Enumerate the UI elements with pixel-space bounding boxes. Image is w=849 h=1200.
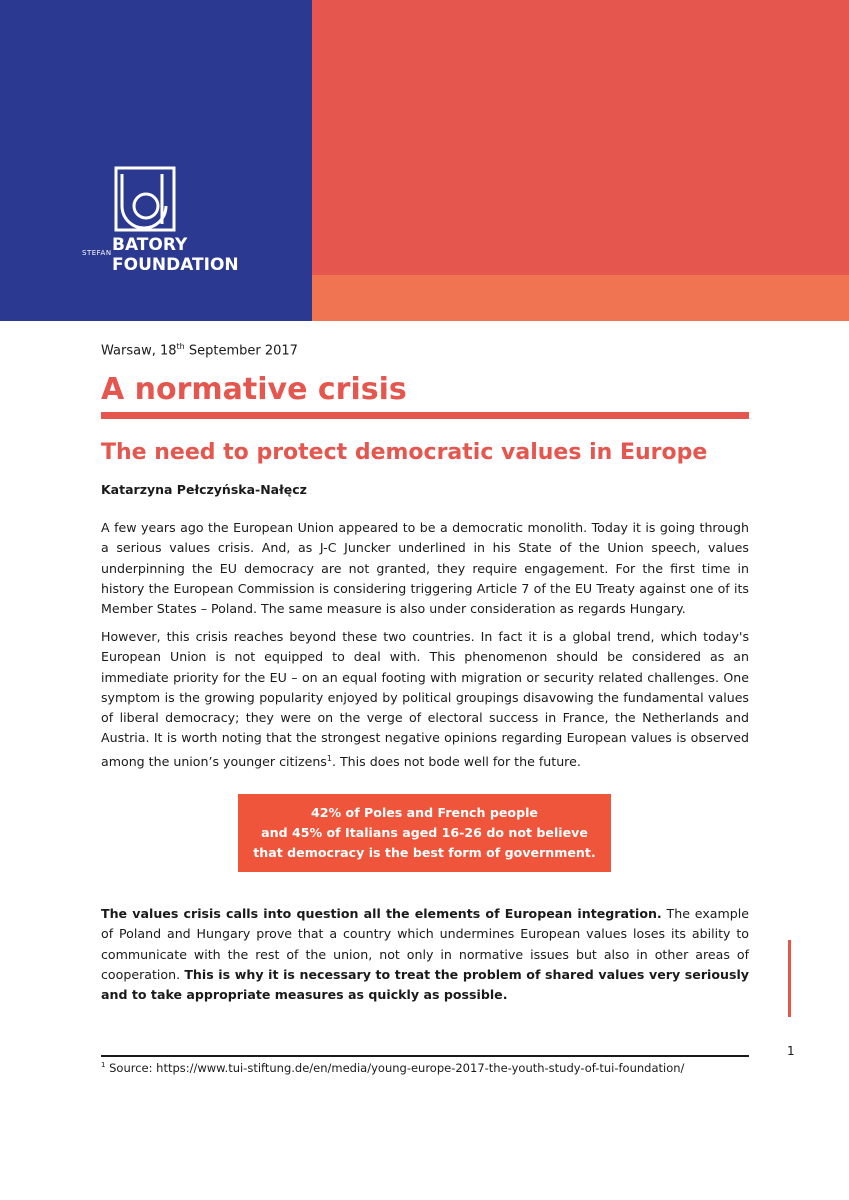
logo-small-text: STEFAN [82,249,112,257]
logo-text-batory: BATORY [112,235,188,255]
paragraph-3: The values crisis calls into question all the elements of European integration. The example of Poland and Hungary prove that a country which undermines European values loses its ability to communicate with the rest of the union, not only in normative issues but also in other areas of cooperation. This is why it is necessary to treat the problem of shared values very seriously and to take appropriate measures as quickly as possible. [101,906,749,1003]
page-number: 1 [787,1044,795,1058]
margin-accent-bar [788,940,791,1017]
header-banner-red [312,0,849,275]
document-subtitle: The need to protect democratic values in Europe [101,440,708,465]
document-date: Warsaw, 18th September 2017 [101,342,298,359]
footnote: $^1$ Source: https://www.tui-stiftung.de/en/media/young-europe-2017-the-youth-study-of-tui-foundation/ [101,1061,685,1075]
batory-logo-icon [112,166,176,232]
author-name: Katarzyna Pełczyńska-Nałęcz [101,482,307,497]
statistic-callout: 42% of Poles and French people and 45% of Italians aged 16-26 do not believe that democracy is the best form of government. [238,794,611,872]
header-banner-orange [312,275,849,321]
title-divider [101,412,749,419]
paragraph-1: A few years ago the European Union appeared to be a democratic monolith. Today it is going through a serious values crisis. And, as J-C Juncker underlined in his State of the Union speech, values underpinning the EU democracy are not granted, they require engagement. For the first time in history the European Commission is considering triggering Article 7 of the EU Treaty against one of its Member States – Poland. The same measure is also under consideration as regards Hungary. [101,520,749,617]
logo-text-foundation: FOUNDATION [112,255,239,275]
footnote-divider [101,1055,749,1057]
document-title: A normative crisis [101,372,407,407]
footnote-ref: 1 [326,753,332,763]
paragraph-2: However, this crisis reaches beyond these two countries. In fact it is a global trend, which today's European Union is not equipped to deal with. This phenomenon should be considered as an immediate priority for the EU – on an equal footing with migration or security related challenges. One symptom is the growing popularity enjoyed by political groupings disavowing the fundamental values of liberal democracy; they were on the verge of electoral success in France, the Netherlands and Austria. It is worth noting that the strongest negative opinions regarding European values is observed among the union’s younger citizens$^1$. This does not bode well for the future. [101,629,749,769]
